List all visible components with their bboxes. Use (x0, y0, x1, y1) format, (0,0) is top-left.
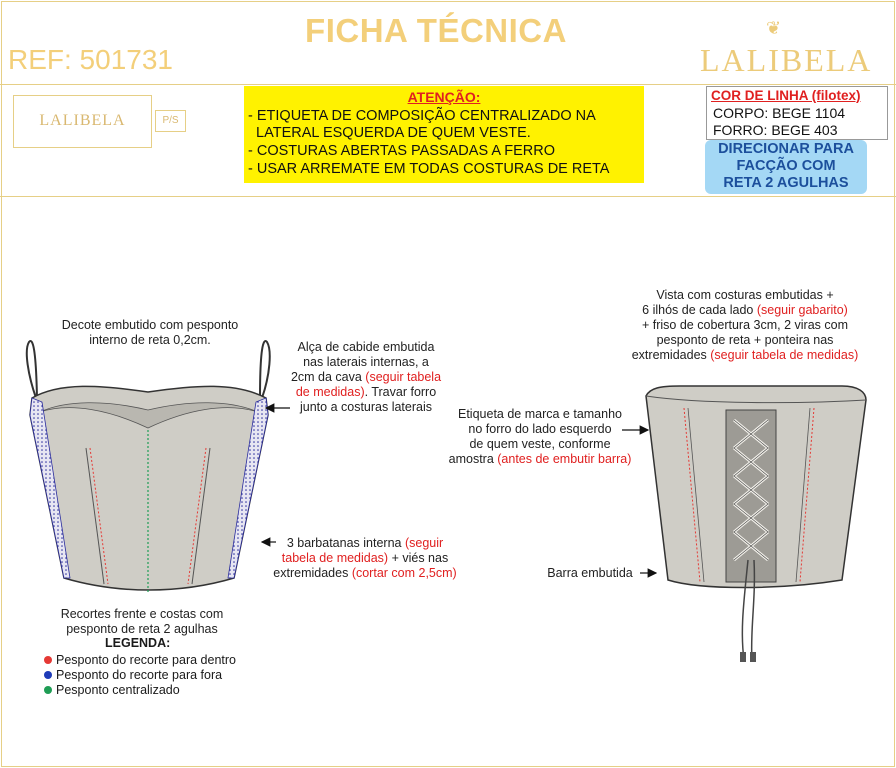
note-line: tabela de medidas) + viés nas (281, 551, 449, 565)
front-corset-drawing (27, 341, 270, 592)
label-brand-text: LALIBELA (39, 112, 126, 129)
hem-note: Barra embutida (547, 566, 633, 580)
attention-title: ATENÇÃO: (407, 89, 481, 105)
note-line: Alça de cabide embutida (297, 340, 435, 354)
attention-item: - COSTURAS ABERTAS PASSADAS A FERRO (248, 143, 555, 159)
lace-tip-right (750, 652, 756, 662)
note-line: Vista com costuras embutidas + (656, 288, 834, 302)
bee-logo-icon: ❦ (766, 18, 782, 38)
note-line: pesponto de reta + ponteira nas (656, 333, 834, 347)
note-line: 3 barbatanas interna (seguir (286, 536, 444, 550)
note-line: Decote embutido com pesponto (61, 318, 239, 332)
note-line: 6 ilhós de cada lado (seguir gabarito) (642, 303, 848, 317)
note-line: + friso de cobertura 3cm, 2 viras com (642, 318, 848, 332)
hanger-loop-left (27, 341, 37, 398)
back-view-note (620, 288, 870, 363)
direction-line: DIRECIONAR PARA (718, 141, 854, 157)
brand-logo: LALIBELA (700, 42, 873, 78)
thread-lining: FORRO: BEGE 403 (713, 122, 838, 138)
hanger-loop-right (260, 341, 270, 398)
direction-line: FACÇÃO COM (736, 158, 836, 174)
hanger-loop-note (280, 340, 452, 415)
note-line: pesponto de reta 2 agulhas (66, 622, 218, 636)
attention-item: LATERAL ESQUERDA DE QUEM VESTE. (248, 125, 531, 141)
note-line: Etiqueta de marca e tamanho (458, 407, 622, 421)
direction-line: RETA 2 AGULHAS (723, 175, 849, 191)
legend-item: Pesponto do recorte para fora (44, 668, 222, 682)
note-line: no forro do lado esquerdo (468, 422, 612, 436)
blue-dot-icon (44, 671, 52, 679)
boning-note (262, 536, 468, 581)
legend-item: Pesponto centralizado (44, 683, 180, 697)
red-dot-icon (44, 656, 52, 664)
page-title: FICHA TÉCNICA (305, 12, 567, 49)
size-label-sample: P/S (155, 110, 186, 132)
back-corset-drawing (646, 386, 866, 662)
legend-item: Pesponto do recorte para dentro (44, 653, 236, 667)
note-line: junto a costuras laterais (299, 400, 432, 414)
attention-item: - ETIQUETA DE COMPOSIÇÃO CENTRALIZADO NA (248, 108, 596, 124)
note-line: extremidades (cortar com 2,5cm) (273, 566, 457, 580)
thread-color-title: COR DE LINHA (filotex) (711, 88, 861, 103)
brand-tag-note (440, 407, 640, 467)
lace-tip-left (740, 652, 746, 662)
attention-item: - USAR ARREMATE EM TODAS COSTURAS DE RETA (248, 161, 610, 177)
green-dot-icon (44, 686, 52, 694)
note-line: extremidades (seguir tabela de medidas) (631, 348, 859, 362)
note-line: amostra (antes de embutir barra) (448, 452, 632, 466)
legend-title: LEGENDA: (105, 636, 171, 650)
note-line: Recortes frente e costas com (60, 607, 224, 621)
reference-code: REF: 501731 (8, 44, 173, 75)
note-line: de medidas). Travar forro (295, 385, 437, 399)
panels-note (42, 607, 242, 637)
thread-body: CORPO: BEGE 1104 (713, 105, 846, 121)
note-line: de quem veste, conforme (469, 437, 611, 451)
note-line: nas laterais internas, a (303, 355, 429, 369)
note-line: 2cm da cava (seguir tabela (290, 370, 442, 384)
neckline-note (50, 318, 250, 348)
note-line: interno de reta 0,2cm. (89, 333, 211, 347)
